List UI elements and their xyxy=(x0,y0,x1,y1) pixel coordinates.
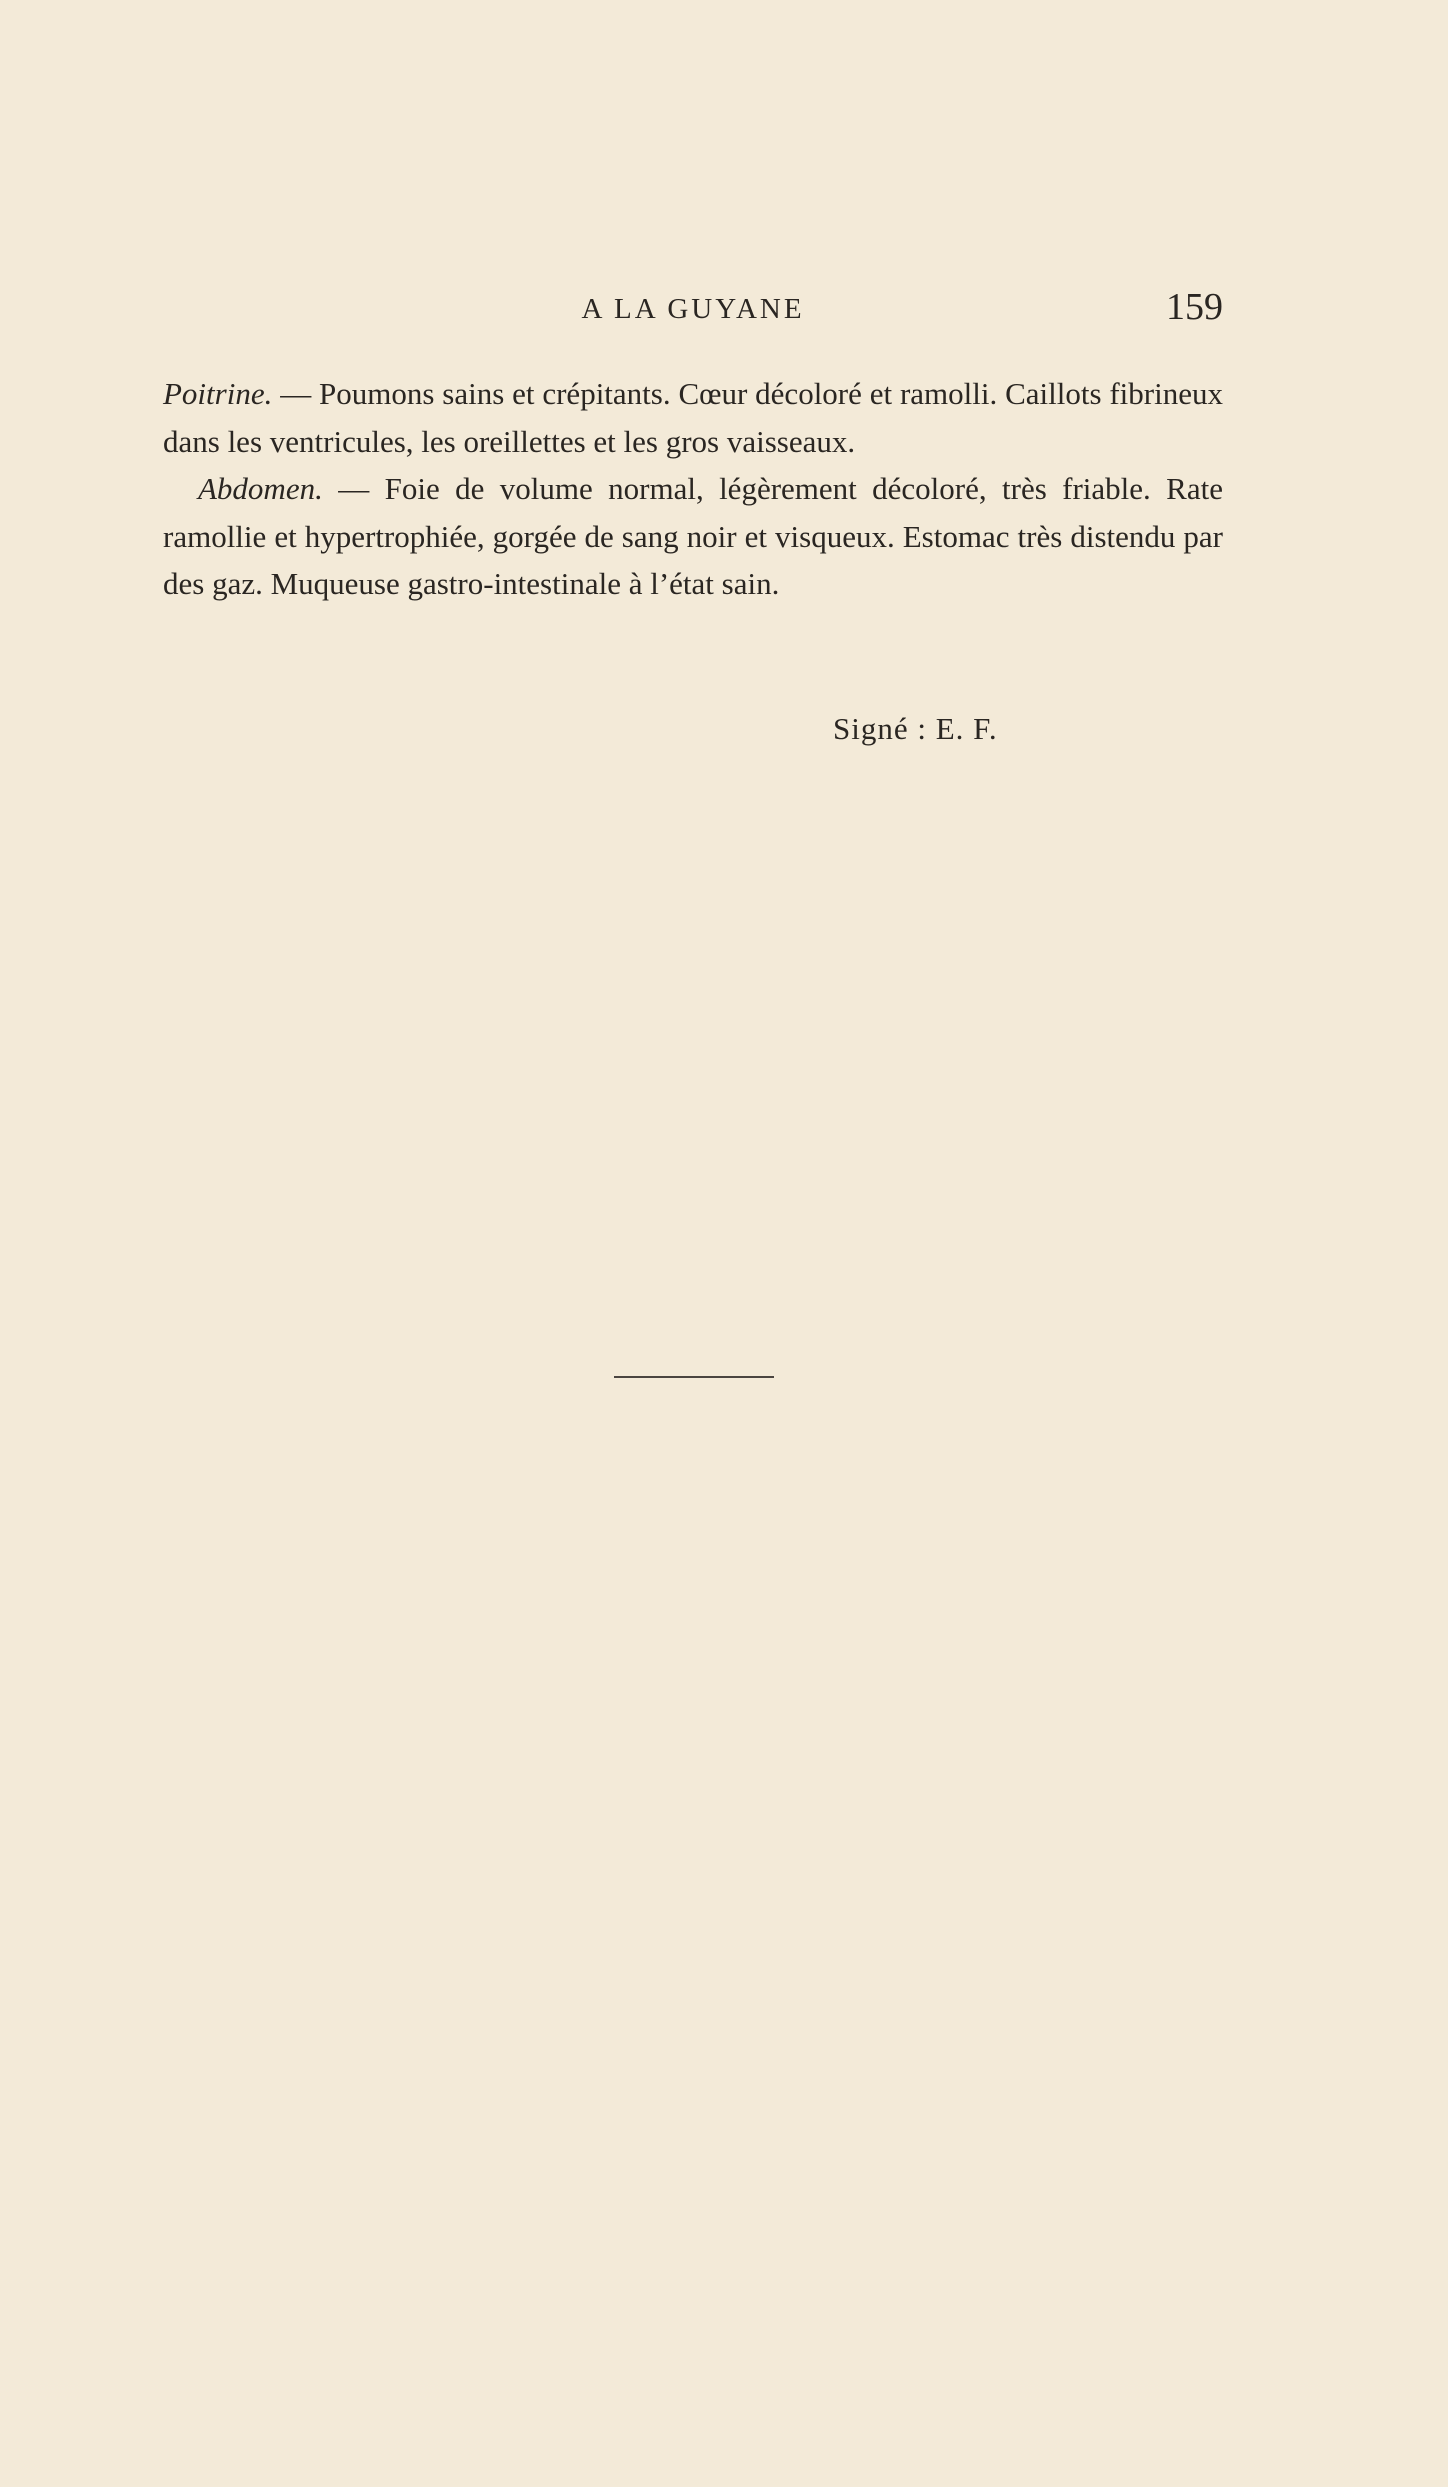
paragraph-abdomen xyxy=(163,465,1223,608)
paragraph-text: — Foie de volume normal, légèrement décoloré, très friable. Rate ramollie et hypertrophiée, gorgée de sang noir et visqueux. Estomac très distendu par des gaz. Muqueuse gastro-intestinale à l’état sain. xyxy=(163,471,1223,601)
paragraph-lead: Poitrine. xyxy=(163,376,273,411)
page-number: 159 xyxy=(1166,286,1223,328)
running-title: A LA GUYANE xyxy=(581,293,805,325)
paragraph-poitrine xyxy=(163,370,1223,465)
paragraph-lead: Abdomen. xyxy=(198,471,323,506)
signature: Signé : E. F. xyxy=(833,711,998,746)
body-text xyxy=(163,370,1223,608)
section-divider xyxy=(614,1376,774,1378)
running-head xyxy=(163,285,1223,335)
paragraph-text: — Poumons sains et crépitants. Cœur décoloré et ramolli. Caillots fibrineux dans les ventricules, les oreillettes et les gros vaisseaux. xyxy=(163,376,1223,459)
